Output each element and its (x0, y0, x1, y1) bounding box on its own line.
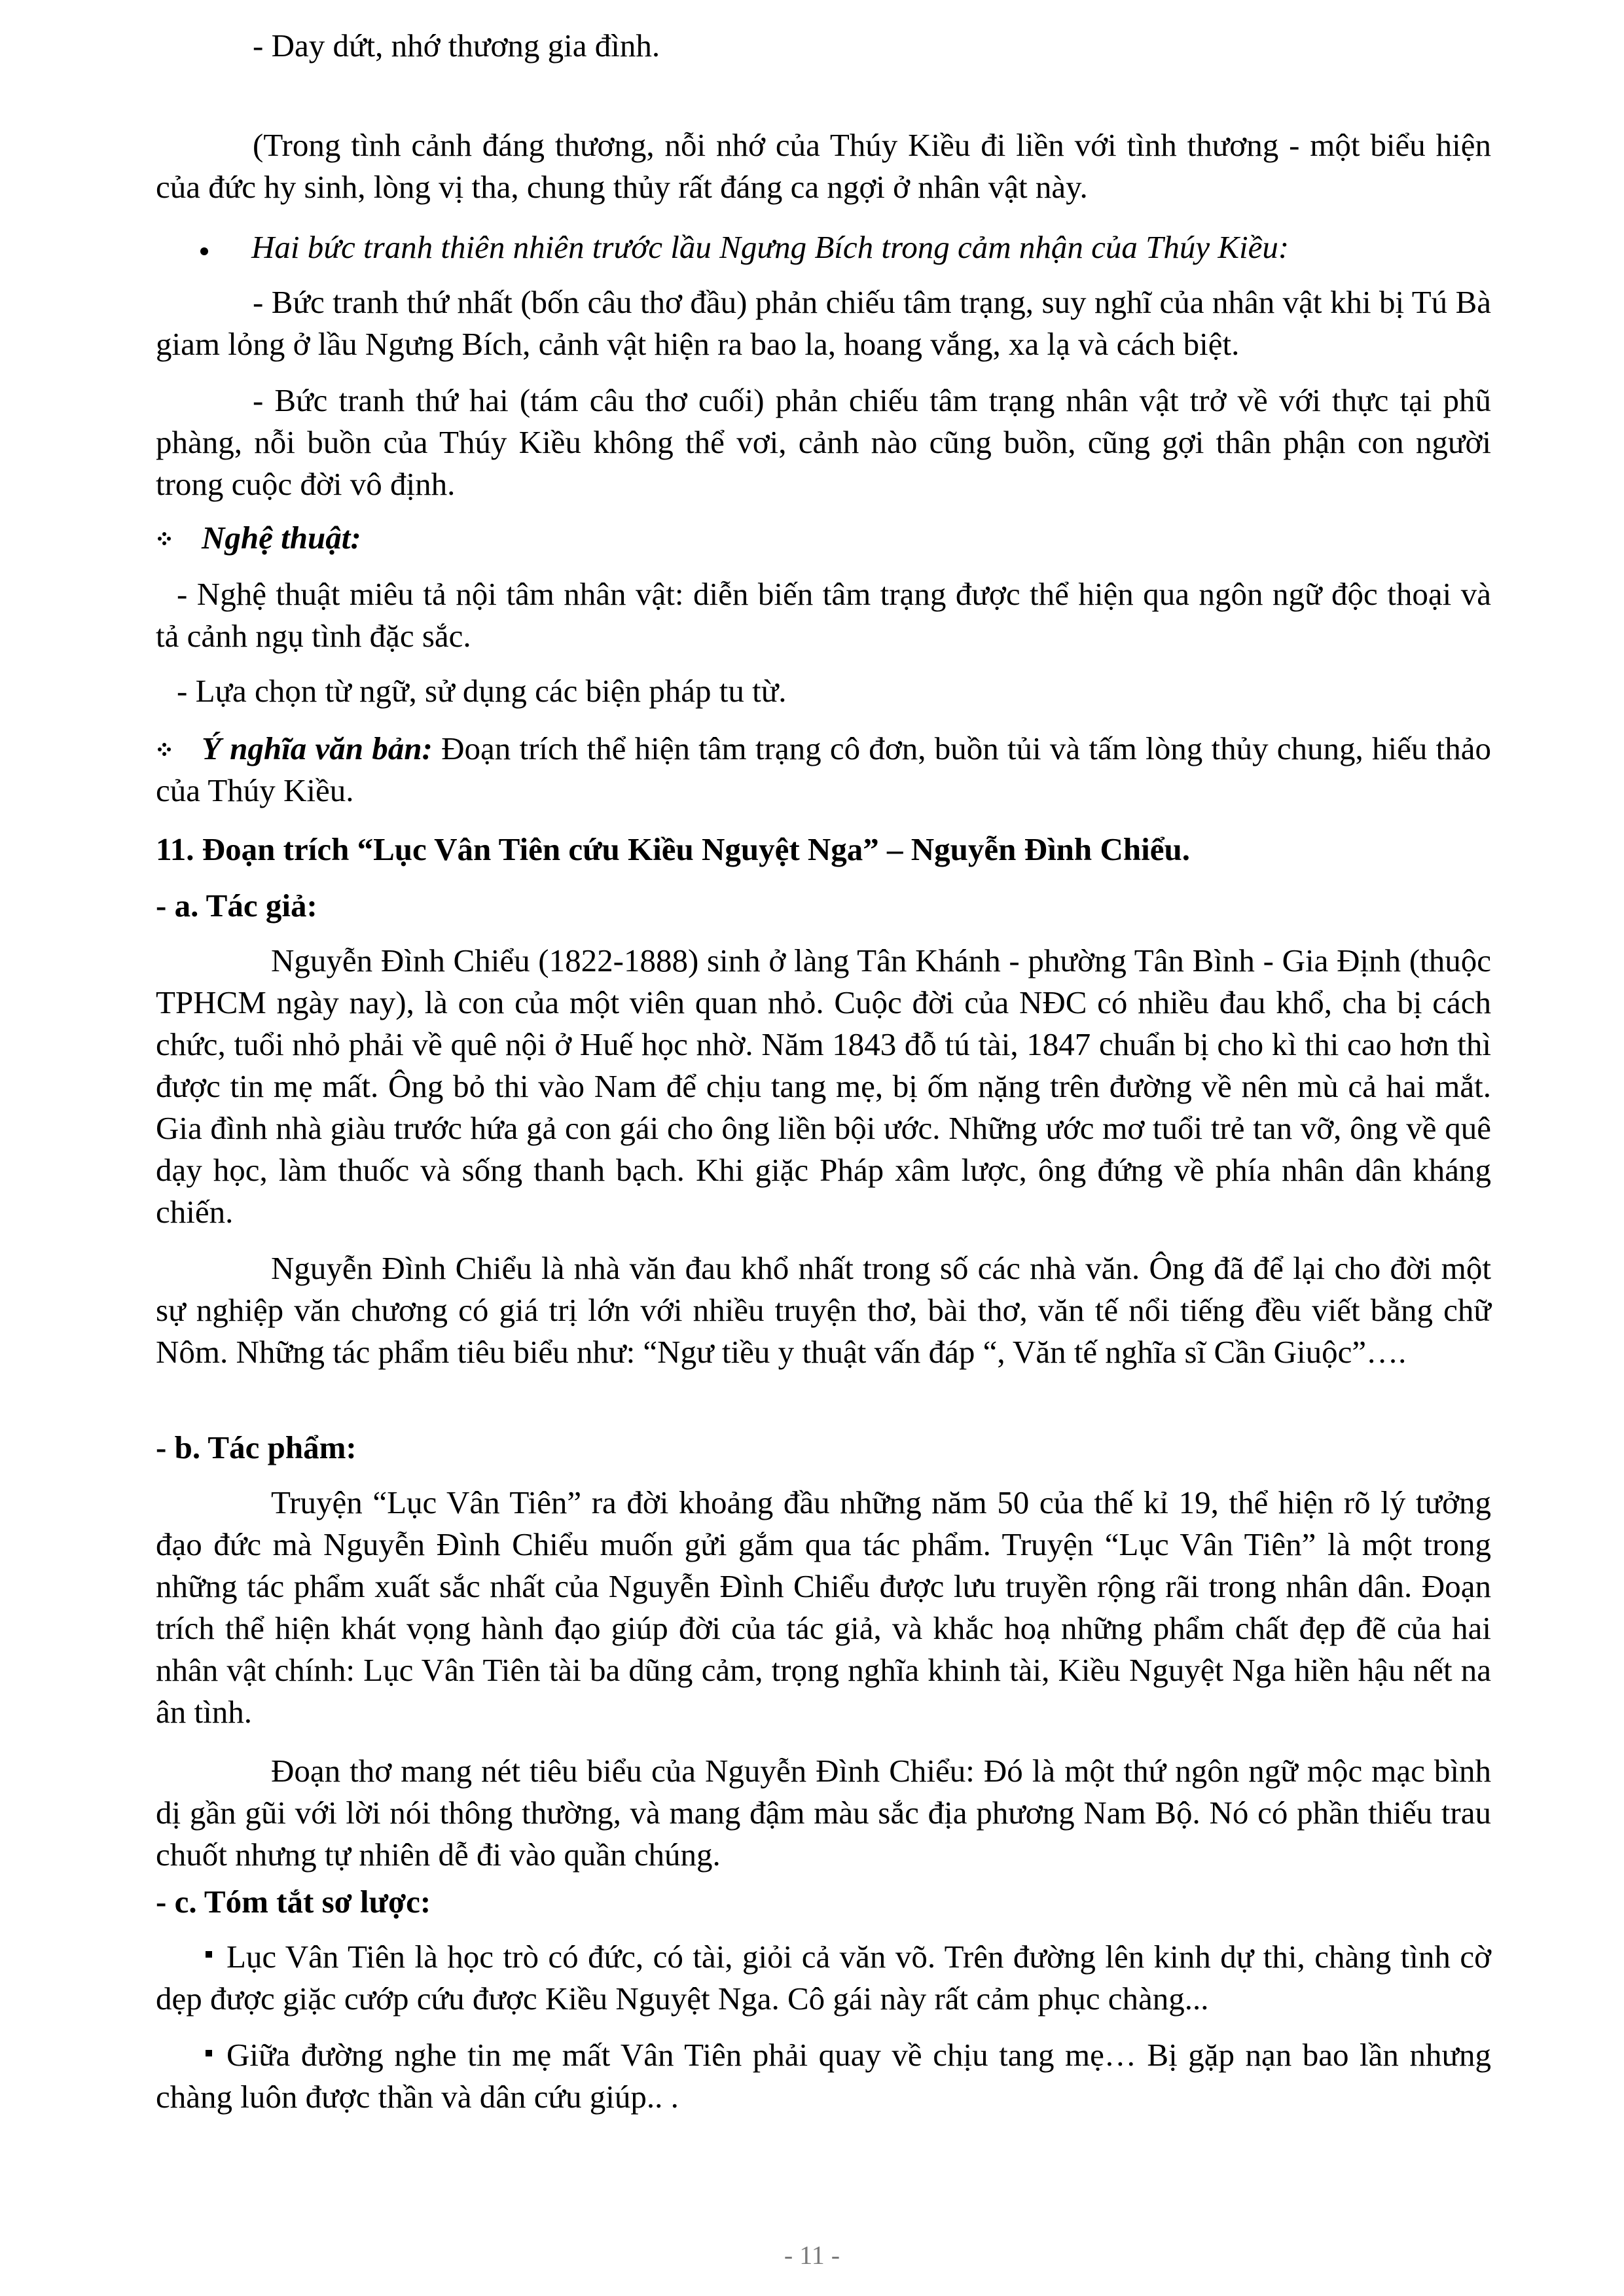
paragraph-day-dut: - Day dứt, nhớ thương gia đình. (253, 27, 660, 63)
label-y-nghia: Ý nghĩa văn bản: (202, 730, 433, 766)
paragraph-buc-tranh-1: - Bức tranh thứ nhất (bốn câu thơ đầu) phản chiếu tâm trạng, suy nghĩ của nhân vật khi bị Tú Bà giam lỏng ở lầu Ngưng Bích, cảnh vật hiện ra bao la, hoang vắng, xa lạ và cách biệt. (156, 284, 1491, 362)
section-heading-11: 11. Đoạn trích “Lục Vân Tiên cứu Kiều Nguyệt Nga” – Nguyễn Đình Chiểu. (156, 831, 1190, 867)
paragraph-tac-pham-1: Truyện “Lục Vân Tiên” ra đời khoảng đầu những năm 50 của thế kỉ 19, thể hiện rõ lý tưởng đạo đức mà Nguyễn Đình Chiểu muốn gửi gắm qua tác phẩm. Truyện “Lục Vân Tiên” là một trong những tác phẩm xuất sắc nhất của Nguyễn Đình Chiểu được lưu truyền rộng rãi trong nhân dân. Đoạn trích thể hiện khát vọng hành đạo giúp đời của tác giả, và khắc hoạ những phẩm chất đẹp đẽ của hai nhân vật chính: Lục Vân Tiên tài ba dũng cảm, trọng nghĩa khinh tài, Kiều Nguyệt Nga hiền hậu nết na ân tình. (156, 1484, 1491, 1730)
paragraph-nghe-thuat-mieu-ta: - Nghệ thuật miêu tả nội tâm nhân vật: diễn biến tâm trạng được thể hiện qua ngôn ngữ độc thoại và tả cảnh ngụ tình đặc sắc. (156, 576, 1491, 654)
subheading-tac-pham: - b. Tác phẩm: (156, 1429, 357, 1465)
paragraph-tom-tat-2: Giữa đường nghe tin mẹ mất Vân Tiên phải quay về chịu tang mẹ… Bị gặp nạn bao lần nhưng chàng luôn được thần và dân cứu giúp.. . (156, 2037, 1491, 2115)
page-number: - 11 - (784, 2240, 840, 2270)
paragraph-hai-buc-tranh: Hai bức tranh thiên nhiên trước lầu Ngưng Bích trong cảm nhận của Thúy Kiều: (251, 229, 1290, 265)
paragraph-lua-chon-tu-ngu: - Lựa chọn từ ngữ, sử dụng các biện pháp tu từ. (177, 673, 787, 709)
text-y-nghia: Đoạn trích thể hiện tâm trạng cô đơn, buồn tủi và tấm lòng thủy chung, hiếu thảo của Thúy Kiều. (156, 730, 1492, 808)
subheading-tac-gia: - a. Tác giả: (156, 888, 317, 924)
paragraph-tac-gia-1: Nguyễn Đình Chiểu (1822-1888) sinh ở làng Tân Khánh - phường Tân Bình - Gia Định (thuộc TPHCM ngày nay), là con của một viên quan nhỏ. Cuộc đời của NĐC có nhiều đau khổ, cha bị cách chức, tuổi nhỏ phải về quê nội ở Huế học nhờ. Năm 1843 đỗ tú tài, 1847 chuẩn bị cho kì thi cao hơn thì được tin mẹ mất. Ông bỏ thi vào Nam để chịu tang mẹ, bị ốm nặng trên đường về nên mù cả hai mắt. Gia đình nhà giàu trước hứa gả con gái cho ông liền bội ước. Những ước mơ tuổi trẻ tan vỡ, ông về quê dạy học, làm thuốc và sống thanh bạch. Khi giặc Pháp xâm lược, ông đứng về phía nhân dân kháng chiến. (156, 942, 1491, 1230)
heading-nghe-thuat: Nghệ thuật: (202, 520, 361, 556)
bullet-dot-icon (200, 247, 208, 255)
paragraph-tac-pham-2: Đoạn thơ mang nét tiêu biểu của Nguyễn Đình Chiểu: Đó là một thứ ngôn ngữ mộc mạc bình dị gần gũi với lời nói thông thường, và mang đậm màu sắc địa phương Nam Bộ. Nó có phần thiếu trau chuốt nhưng tự nhiên dễ đi vào quần chúng. (156, 1753, 1491, 1873)
subheading-tom-tat: - c. Tóm tắt sơ lược: (156, 1884, 431, 1920)
paragraph-buc-tranh-2: - Bức tranh thứ hai (tám câu thơ cuối) phản chiếu tâm trạng nhân vật trở về với thực tại phũ phàng, nỗi buồn của Thúy Kiều không thể vơi, cảnh nào cũng buồn, cũng gợi thân phận con người trong cuộc đời vô định. (156, 382, 1491, 502)
paragraph-y-nghia-van-ban (156, 728, 1491, 812)
diamond-bullet-icon (157, 531, 171, 546)
paragraph-tac-gia-2: Nguyễn Đình Chiểu là nhà văn đau khổ nhất trong số các nhà văn. Ông đã để lại cho đời một sự nghiệp văn chương có giá trị lớn với nhiều truyện thơ, bài thơ, văn tế nổi tiếng đều viết bằng chữ Nôm. Những tác phẩm tiêu biểu như: “Ngư tiều y thuật vấn đáp “, Văn tế nghĩa sĩ Cần Giuộc”…. (156, 1250, 1491, 1370)
paragraph-tinh-canh: (Trong tình cảnh đáng thương, nỗi nhớ của Thúy Kiều đi liền với tình thương - một biểu hiện của đức hy sinh, lòng vị tha, chung thủy rất đáng ca ngợi ở nhân vật này. (156, 127, 1491, 205)
paragraph-tom-tat-1: Lục Vân Tiên là học trò có đức, có tài, giỏi cả văn võ. Trên đường lên kinh dự thi, chàng tình cờ dẹp được giặc cướp cứu được Kiều Nguyệt Nga. Cô gái này rất cảm phục chàng... (156, 1939, 1491, 2017)
